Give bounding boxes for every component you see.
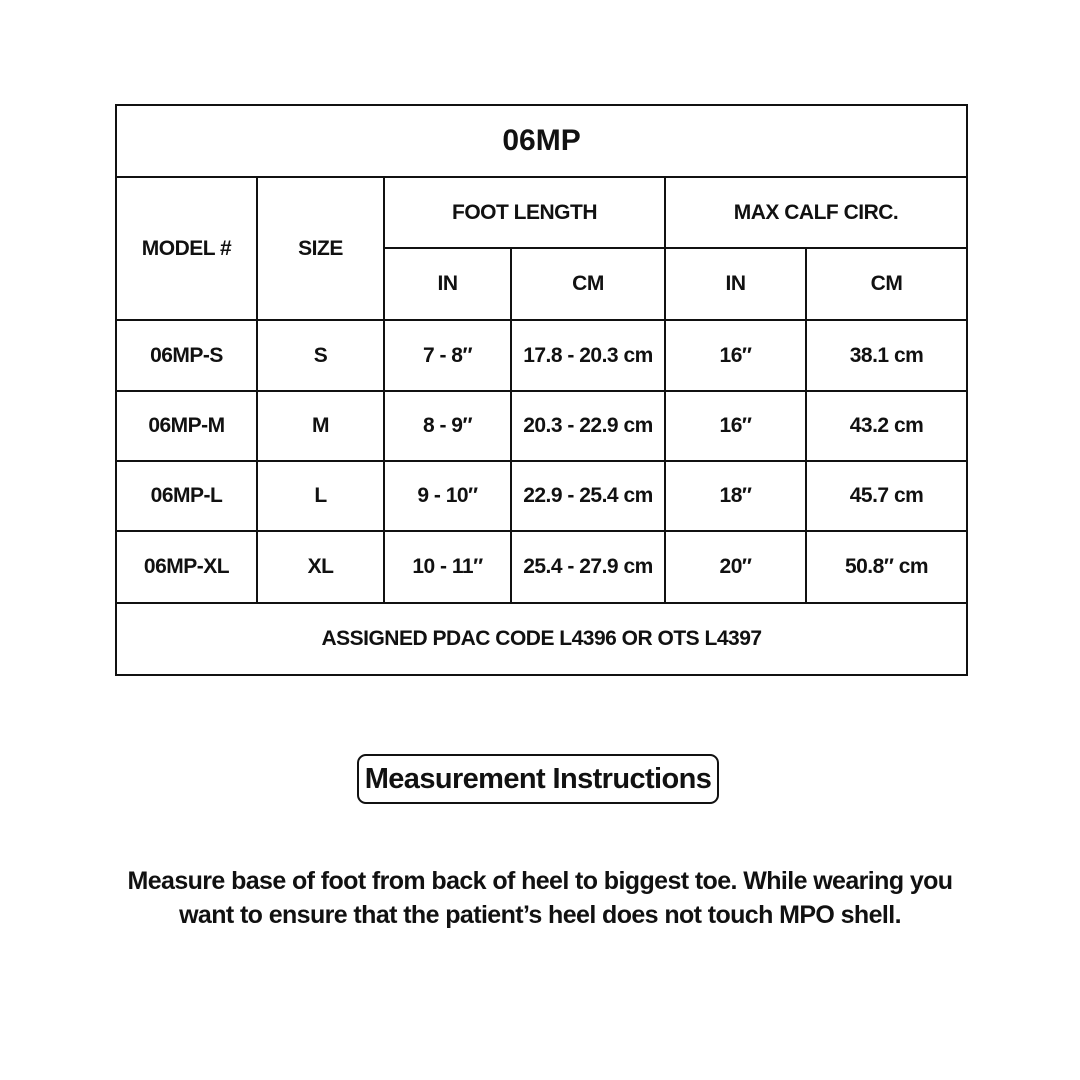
cell-calf-in: 16″: [665, 320, 806, 391]
cell-size: L: [257, 461, 384, 531]
cell-calf-in: 20″: [665, 531, 806, 603]
cell-calf-cm: 43.2 cm: [806, 391, 967, 461]
instructions-line-1: Measure base of foot from back of heel to biggest toe. While wearing you: [127, 867, 953, 895]
cell-model: 06MP-XL: [116, 531, 257, 603]
table-title: 06MP: [116, 105, 967, 177]
pdac-code-note: ASSIGNED PDAC CODE L4396 OR OTS L4397: [116, 603, 967, 675]
header-size: SIZE: [257, 177, 384, 320]
table-row: [116, 531, 967, 603]
cell-foot-in: 8 - 9″: [384, 391, 511, 461]
cell-foot-in: 10 - 11″: [384, 531, 511, 603]
table-row: [116, 320, 967, 391]
cell-calf-cm: 50.8″ cm: [806, 531, 967, 603]
header-calf-in: IN: [665, 248, 806, 320]
cell-size: XL: [257, 531, 384, 603]
header-foot-length: FOOT LENGTH: [384, 177, 665, 248]
title-row: [116, 105, 967, 177]
cell-foot-cm: 20.3 - 22.9 cm: [511, 391, 665, 461]
instructions-line-2: want to ensure that the patient’s heel does not touch MPO shell.: [179, 901, 901, 929]
cell-calf-in: 16″: [665, 391, 806, 461]
cell-size: M: [257, 391, 384, 461]
size-chart-table: [115, 104, 968, 676]
header-calf-cm: CM: [806, 248, 967, 320]
header-foot-cm: CM: [511, 248, 665, 320]
cell-calf-in: 18″: [665, 461, 806, 531]
table-row: [116, 461, 967, 531]
footer-row: [116, 603, 967, 675]
size-chart-container: [115, 104, 966, 676]
cell-foot-in: 7 - 8″: [384, 320, 511, 391]
cell-model: 06MP-M: [116, 391, 257, 461]
cell-foot-cm: 25.4 - 27.9 cm: [511, 531, 665, 603]
header-max-calf-circ: MAX CALF CIRC.: [665, 177, 967, 248]
cell-model: 06MP-S: [116, 320, 257, 391]
cell-size: S: [257, 320, 384, 391]
cell-model: 06MP-L: [116, 461, 257, 531]
header-foot-in: IN: [384, 248, 511, 320]
header-row-1: [116, 177, 967, 248]
measurement-instructions-text: [90, 864, 990, 932]
cell-calf-cm: 45.7 cm: [806, 461, 967, 531]
cell-calf-cm: 38.1 cm: [806, 320, 967, 391]
measurement-instructions-button[interactable]: Measurement Instructions: [357, 754, 719, 804]
cell-foot-cm: 22.9 - 25.4 cm: [511, 461, 665, 531]
cell-foot-in: 9 - 10″: [384, 461, 511, 531]
cell-foot-cm: 17.8 - 20.3 cm: [511, 320, 665, 391]
table-row: [116, 391, 967, 461]
header-model: MODEL #: [116, 177, 257, 320]
